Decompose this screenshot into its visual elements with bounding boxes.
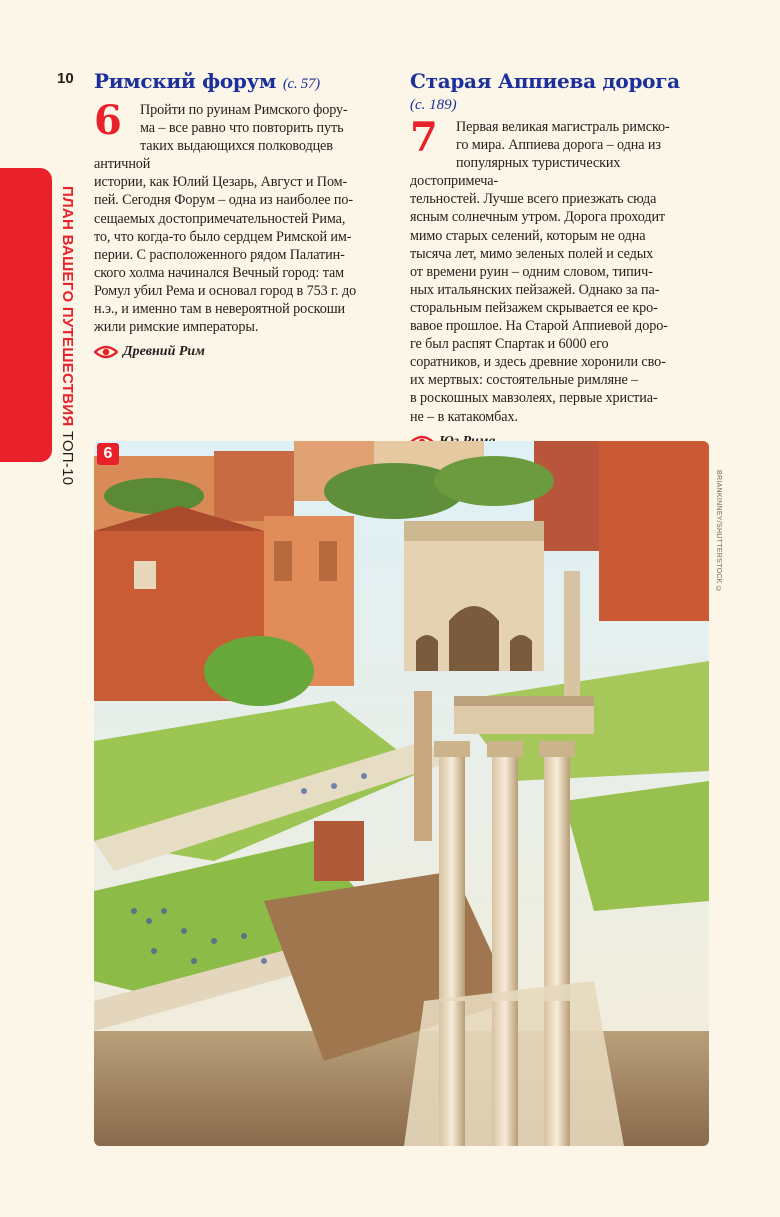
body-line: то, что когда-то было сердцем Римской им- xyxy=(94,228,352,245)
body-line: ге был распят Спартак и 6000 его xyxy=(410,336,609,353)
body-line: н.э., и именно там в невероятной роскоши xyxy=(94,301,346,318)
body-line: соратников, и здесь древние хоронили сво- xyxy=(410,354,666,371)
section-tab xyxy=(0,168,52,462)
body-line: тысяча лет, мимо зеленых полей и седых xyxy=(410,245,654,262)
area-link-label: Древний Рим xyxy=(123,344,205,360)
entry-title xyxy=(94,68,390,97)
section-label-rest: ТОП-10 xyxy=(59,431,76,486)
body-line: ма – все равно что повторить путь xyxy=(140,120,344,137)
body-line: ных итальянских пейзажей. Однако за па- xyxy=(410,281,660,298)
section-label-accent: ПЛАН ВАШЕГО ПУТЕШЕСТВИЯ xyxy=(59,186,76,427)
body-line: сещаемых достопримечательностей Рима, xyxy=(94,210,346,227)
eye-icon xyxy=(94,345,118,359)
body-line: от времени руин – одним словом, типич- xyxy=(410,263,653,280)
body-line: го мира. Аппиева дорога – одна из xyxy=(456,137,661,154)
entry-page-ref[interactable]: (с. 189) xyxy=(410,97,457,113)
body-line: в роскошных мавзолеях, первые христиа- xyxy=(410,390,658,407)
body-line: сторальным пейзажем скрывается ее кро- xyxy=(410,299,658,316)
entry-title-text: Римский форум xyxy=(94,69,277,93)
section-label xyxy=(56,186,76,496)
body-line: ского холма начинался Вечный город: там xyxy=(94,264,345,281)
body-line: популярных туристических достопримеча- xyxy=(410,155,621,190)
roman-forum-photo xyxy=(94,441,709,1146)
body-line: вавое прошлое. На Старой Аппиевой доро- xyxy=(410,318,668,335)
body-line: перии. С расположенного рядом Палатин- xyxy=(94,246,345,263)
body-line: не – в катакомбах. xyxy=(410,408,518,425)
entry-number: 7 xyxy=(410,114,438,161)
body-line: пей. Сегодня Форум – одна из наиболее по- xyxy=(94,192,354,209)
photo-credit: BRIANKINNEY/SHUTTERSTOCK © xyxy=(715,470,722,594)
page-number: 10 xyxy=(57,70,74,87)
body-line: ясным солнечным утром. Дорога проходит xyxy=(410,209,666,226)
entry-page-ref[interactable]: (с. 57) xyxy=(282,76,320,92)
body-line: жили римские императоры. xyxy=(94,319,259,336)
area-link[interactable] xyxy=(94,344,390,360)
entry-body xyxy=(94,97,390,336)
entry-number: 6 xyxy=(94,97,122,144)
entry-appian-way xyxy=(410,68,710,450)
roman-forum-illustration xyxy=(94,441,709,1146)
body-line: тельностей. Лучше всего приезжать сюда xyxy=(410,191,657,208)
body-line: истории, как Юлий Цезарь, Август и Пом- xyxy=(94,174,348,191)
body-line: таких выдающихся полководцев античной xyxy=(94,138,333,173)
entry-title: Старая Аппиева дорога xyxy=(410,69,680,93)
body-line: их мертвых: состоятельные римляне – xyxy=(410,372,639,389)
body-line: Первая великая магистраль римско- xyxy=(456,119,670,135)
body-line: мимо старых селений, которым не одна xyxy=(410,227,646,244)
body-line: Пройти по руинам Римского фору- xyxy=(140,102,348,118)
photo-number-badge: 6 xyxy=(97,443,119,465)
entry-roman-forum xyxy=(94,68,390,360)
entry-body xyxy=(410,114,710,426)
body-line: Ромул убил Рема и основал город в 753 г. до xyxy=(94,282,357,299)
